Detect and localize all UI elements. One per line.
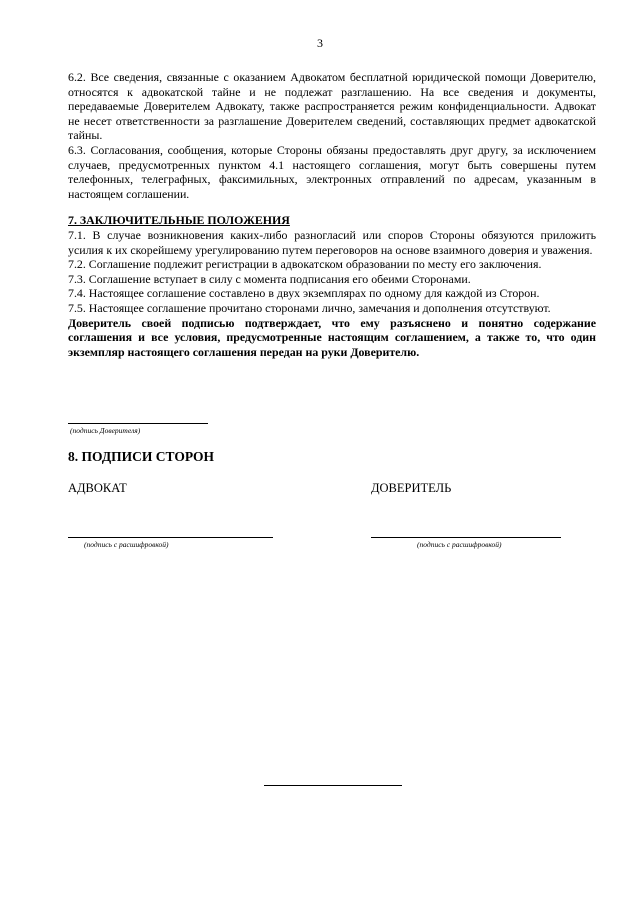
section-8-heading: 8. ПОДПИСИ СТОРОН [68, 449, 214, 464]
clause-7-1: 7.1. В случае возникновения каких-либо разногласий или споров Стороны обязуются приложить усилия к их скорейшему урегулированию путем переговоров на основе взаимного доверия и уважения. [68, 227, 596, 257]
party-label-client: ДОВЕРИТЕЛЬ [371, 481, 452, 495]
clause-6-3: 6.3. Согласования, сообщения, которые Стороны обязаны предоставлять друг другу, за исключением случаев, предусмотренных пунктом 4.1 настоящего соглашения, могут быть совершены путем телефонных, телеграфных, факсимильных, электронных отправлений по адресам, указанным в настоящем соглашении. [68, 142, 596, 201]
client-signature-line-2 [371, 537, 561, 538]
document-body [68, 70, 596, 359]
clause-6-2: 6.2. Все сведения, связанные с оказанием Адвокатом бесплатной юридической помощи Доверителю, относятся к адвокатской тайне и не подлежат разглашению. На все сведения и документы, передаваемые Доверителем Адвокату, также распространяется режим конфиденциальности. Адвокат не несет ответственности за разглашение Доверителем сведений, составляющих предмет адвокатской тайны. [68, 70, 596, 143]
client-signature-line [68, 423, 208, 424]
party-label-advocate: АДВОКАТ [68, 481, 127, 495]
clause-7-4: 7.4. Настоящее соглашение составлено в двух экземплярах по одному для каждой из Сторон. [68, 286, 540, 301]
advocate-signature-caption: (подпись с расшифровкой) [84, 540, 169, 549]
advocate-signature-line [68, 537, 273, 538]
bottom-divider [264, 785, 402, 786]
client-signature-caption: (подпись Доверителя) [70, 426, 141, 435]
client-confirmation-statement: Доверитель своей подписью подтверждает, что ему разъяснено и понятно содержание соглашения и все условия, предусмотренные настоящим соглашением, а также то, что один экземпляр настоящего соглашения передан на руки Доверителю. [68, 315, 596, 359]
clause-7-2: 7.2. Соглашение подлежит регистрации в адвокатском образовании по месту его заключения. [68, 257, 542, 272]
client-signature-caption-2: (подпись с расшифровкой) [417, 540, 502, 549]
section-7-heading: 7. ЗАКЛЮЧИТЕЛЬНЫЕ ПОЛОЖЕНИЯ [68, 213, 290, 228]
page-number: 3 [317, 36, 323, 50]
clause-7-3: 7.3. Соглашение вступает в силу с момента подписания его обеими Сторонами. [68, 271, 471, 286]
clause-7-5: 7.5. Настоящее соглашение прочитано сторонами лично, замечания и дополнения отсутствуют. [68, 300, 551, 315]
